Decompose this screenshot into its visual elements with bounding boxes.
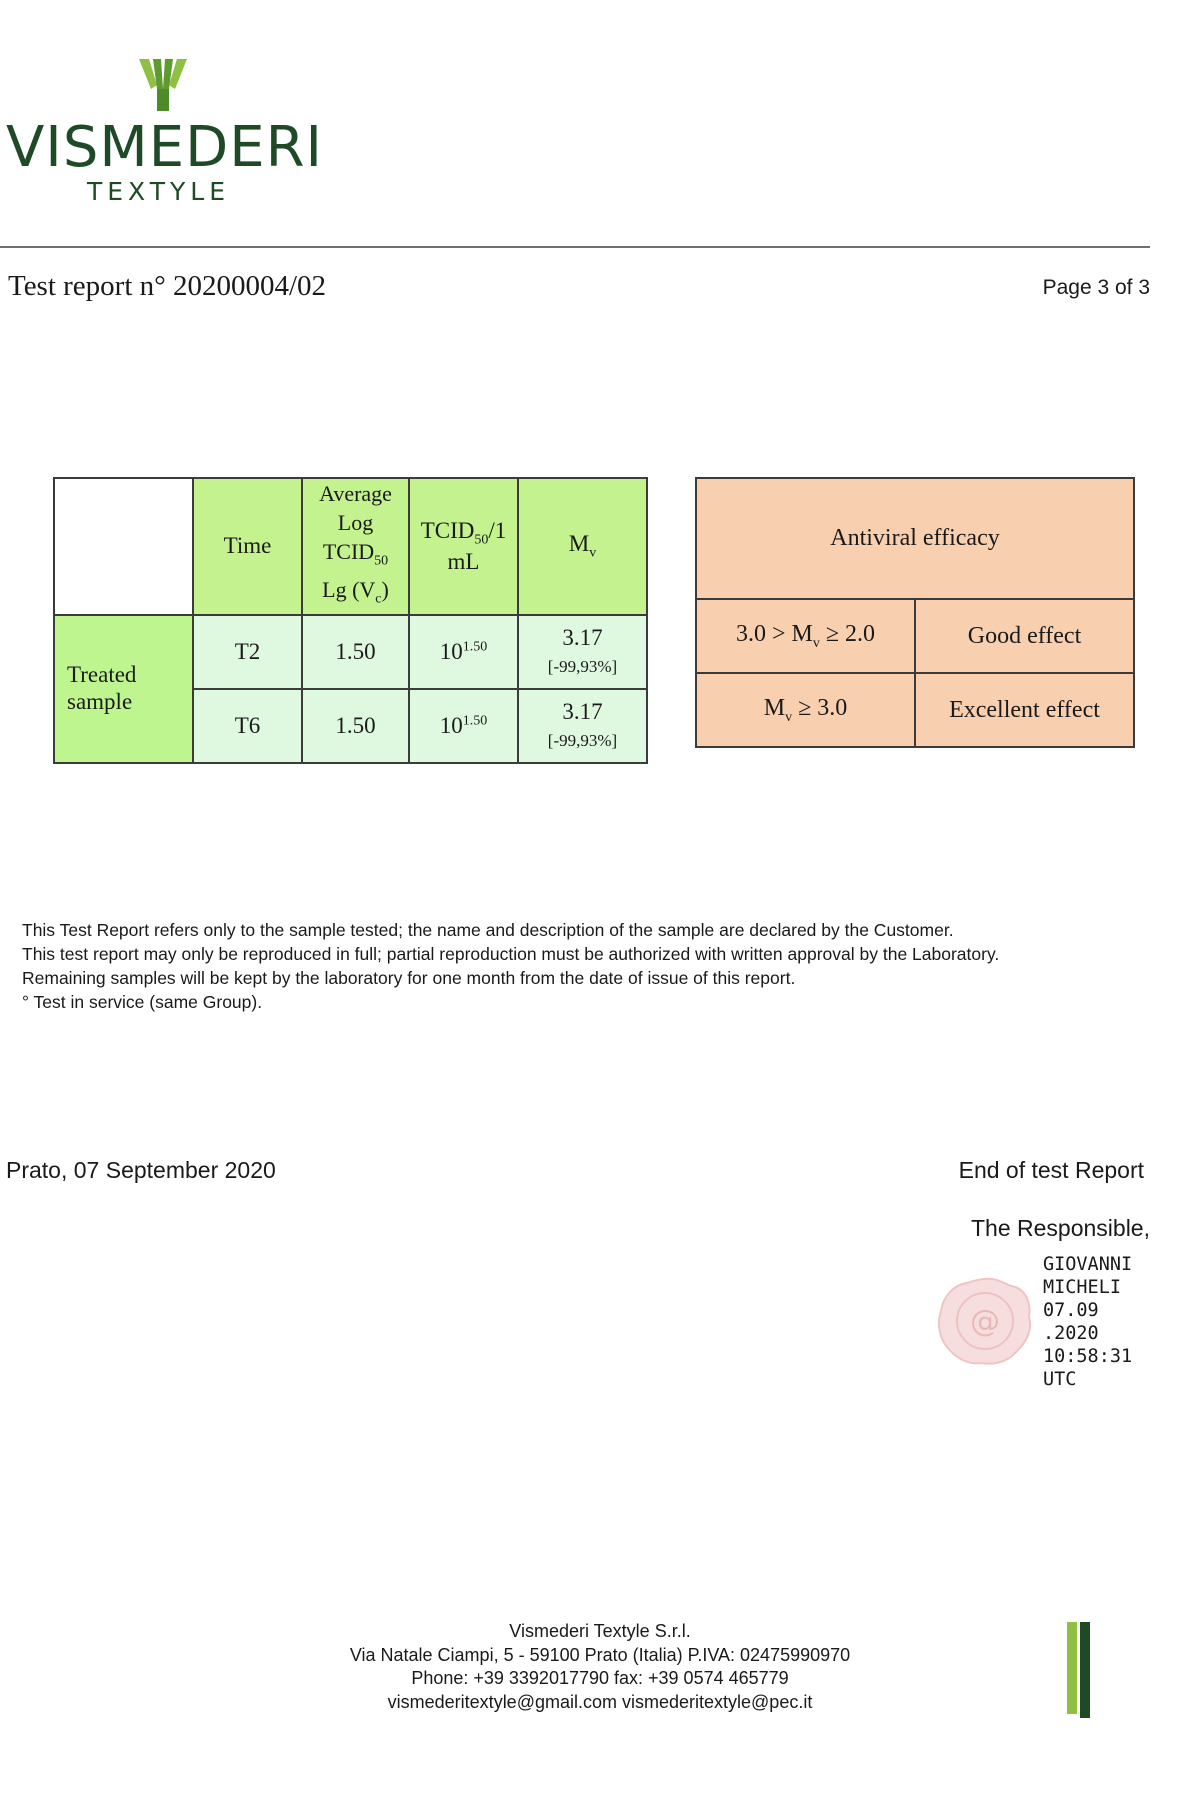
treated-sample-label: Treated sample — [54, 615, 193, 763]
report-title: Test report n° 20200004/02 — [8, 270, 327, 302]
results-table — [53, 477, 648, 764]
place-date: Prato, 07 September 2020 — [6, 1157, 276, 1183]
tcid-header: $TCID_{50}/1$ mL — [409, 478, 518, 615]
efficacy-effect-cell: Good effect — [915, 599, 1134, 673]
logo-wordmark: VISMEDERI — [6, 115, 323, 180]
tcid-cell: $10^{1.50}$ — [409, 689, 518, 763]
time-cell: T6 — [193, 689, 302, 763]
table-row — [696, 673, 1134, 747]
logo-subtitle: TEXTYLE — [86, 177, 231, 206]
disclaimer-notes — [22, 918, 1172, 1014]
efficacy-range-cell: $3.0 > M_v \ge 2.0$ — [696, 599, 915, 673]
header-divider — [0, 246, 1150, 248]
responsible-label: The Responsible, — [971, 1215, 1150, 1241]
note-line: This test report may only be reproduced in full; partial reproduction must be authorized with written approval by the Laboratory. — [22, 944, 1000, 964]
average-log-header: Average Log $TCID_{50}$ Lg $(V_c)$ — [302, 478, 409, 615]
note-line: Remaining samples will be kept by the laboratory for one month from the date of issue of this report. — [22, 968, 796, 988]
footer-company-name: Vismederi Textyle S.r.l. — [509, 1621, 691, 1641]
mv-header: $M_v$ — [518, 478, 647, 615]
mv-cell: 3.17 [-99,93%] — [518, 689, 647, 763]
time-header: Time — [193, 478, 302, 615]
end-of-report: End of test Report — [958, 1157, 1144, 1183]
avg-log-cell: 1.50 — [302, 689, 409, 763]
footer-phone: Phone: +39 3392017790 fax: +39 0574 465779 — [411, 1668, 789, 1688]
footer-bars-icon — [1065, 1622, 1095, 1718]
tcid-cell: $10^{1.50}$ — [409, 615, 518, 689]
svg-text:@: @ — [970, 1304, 1000, 1339]
antiviral-efficacy-header: Antiviral efficacy — [696, 478, 1134, 599]
footer-company-info — [260, 1620, 940, 1714]
results-header-row — [54, 478, 647, 615]
footer-address: Via Natale Ciampi, 5 - 59100 Prato (Italia) P.IVA: 02475990970 — [349, 1644, 851, 1665]
empty-header-cell — [54, 478, 193, 615]
logo-emblem-icon — [139, 59, 187, 111]
digital-signature: GIOVANNI MICHELI 07.09 .2020 10:58:31 UTC — [1043, 1254, 1133, 1390]
efficacy-table — [695, 477, 1135, 748]
note-line: ° Test in service (same Group). — [22, 992, 263, 1012]
mv-cell: 3.17 [-99,93%] — [518, 615, 647, 689]
avg-log-cell: 1.50 — [302, 615, 409, 689]
table-row — [54, 615, 647, 689]
efficacy-effect-cell: Excellent effect — [915, 673, 1134, 747]
efficacy-range-cell: $M_v \ge 3.0$ — [696, 673, 915, 747]
time-cell: T2 — [193, 615, 302, 689]
digital-seal-icon — [935, 1275, 1035, 1367]
note-line: This Test Report refers only to the sample tested; the name and description of the sample are declared by the Customer. — [22, 920, 954, 940]
footer-email: vismederitextyle@gmail.com vismederitextyle@pec.it — [387, 1691, 813, 1712]
page-number: Page 3 of 3 — [1042, 276, 1150, 299]
table-row — [696, 599, 1134, 673]
